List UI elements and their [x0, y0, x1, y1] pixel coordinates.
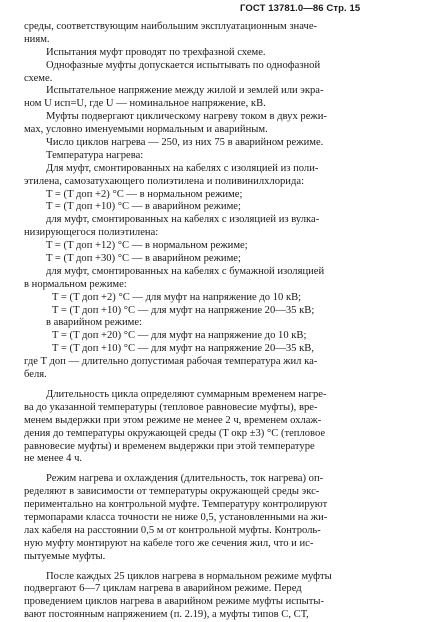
text-line: подвергают 6—7 циклам нагрева в аварийном режиме. Перед: [24, 583, 302, 595]
text-line: лах кабеля на расстоянии 0,5 м от контрольной муфты. Контроль-: [24, 524, 321, 536]
paragraph-gap: [24, 466, 422, 473]
text-line: Температура нагрева:: [46, 149, 144, 161]
text-line: в аварийном режиме:: [46, 317, 143, 329]
text-line: пытуемые муфты.: [24, 550, 106, 562]
page-header: ГОСТ 13781.0—86 Стр. 15: [240, 3, 361, 14]
text-line: После каждых 25 циклов нагрева в нормальном режиме муфты: [46, 570, 332, 582]
text-line: Испытания муфт проводят по трехфазной схеме.: [46, 46, 266, 58]
text-line: T = (T доп +20) °С — для муфт на напряжение до 10 кВ;: [52, 330, 307, 342]
text-line: схеме.: [24, 72, 53, 84]
document-body: [24, 21, 422, 622]
text-line: T = (T доп +10) °С — в аварийном режиме;: [46, 201, 241, 213]
text-line: не менее 4 ч.: [24, 453, 83, 465]
text-line: менем выдержки при этом режиме не менее 2 ч, временем охлаж-: [24, 414, 322, 426]
text-line: для муфт, смонтированных на кабелях с бумажной изоляцией: [46, 265, 325, 277]
text-line: периментально на контрольной муфте. Температуру контролируют: [24, 499, 328, 511]
text-line: ва до указанной температуры (тепловое равновесие муфты), вре-: [24, 401, 318, 413]
text-line: T = (T доп +2) °С — в нормальном режиме;: [46, 188, 243, 200]
text-line: T = (T доп +2) °С — для муфт на напряжение до 10 кВ;: [52, 291, 302, 303]
paragraph-gap: [24, 564, 422, 571]
text-line: Испытательное напряжение между жилой и землей или экра-: [46, 85, 324, 97]
text-line: ную муфту монтируют на кабеле того же сечения жил, что и ис-: [24, 537, 314, 549]
text-line: в нормальном режиме:: [24, 278, 127, 290]
text-line: T = (T доп +30) °С — в аварийном режиме;: [46, 253, 241, 265]
text-line: термопарами класса точности не ниже 0,5, установленными на жи-: [24, 511, 328, 523]
text-line: Муфты подвергают циклическому нагреву током в двух режи-: [46, 111, 327, 123]
text-line: Однофазные муфты допускается испытывать по однофазной: [46, 59, 321, 71]
text-line: мах, условно именуемыми нормальным и аварийным.: [24, 124, 268, 136]
text-line: Длительность цикла определяют суммарным временем нагре-: [46, 388, 327, 400]
text-line: низирующегося полиэтилена:: [24, 227, 159, 239]
text-line: беля.: [24, 369, 47, 381]
text-line: Для муфт, смонтированных на кабелях с изоляцией из поли-: [46, 162, 319, 174]
text-line: этилена, самозатухающего полиэтилена и поливинилхлорида:: [24, 175, 305, 187]
text-line: равновесие муфты) и временем выдержки при этой температуре: [24, 440, 315, 452]
text-line: Число циклов нагрева — 250, из них 75 в аварийном режиме.: [46, 137, 324, 149]
text-line: проведением циклов нагрева в аварийном режиме муфты испыты-: [24, 596, 325, 608]
text-line: ном U исп=U, где U — номинальное напряжение, кВ.: [24, 98, 266, 110]
text-line: ределяют в зависимости от температуры окружающей среды экс-: [24, 486, 320, 498]
text-line: Режим нагрева и охлаждения (длительность, ток нагрева) оп-: [46, 473, 324, 485]
text-line: где T доп — длительно допустимая рабочая температура жил ка-: [24, 356, 318, 368]
text-line: вают постоянным напряжением (п. 2.19), а муфты типов С, СТ,: [24, 609, 309, 621]
text-line: среды, соответствующим наибольшим эксплуатационным значе-: [24, 21, 318, 32]
text-line: T = (T доп +12) °С — в нормальном режиме;: [46, 240, 248, 252]
text-line: T = (T доп +10) °С — для муфт на напряжение 20—35 кВ;: [52, 304, 315, 316]
paragraph-gap: [24, 382, 422, 389]
text-line: T = (T доп +10) °С — для муфт на напряжение 20—35 кВ,: [52, 343, 314, 355]
text-line: ниям.: [24, 33, 50, 45]
text-line: для муфт, смонтированных на кабелях с изоляцией из вулка-: [46, 214, 320, 226]
text-line: дения до температуры окружающей среды (T окр ±3) °С (тепловое: [24, 427, 326, 439]
